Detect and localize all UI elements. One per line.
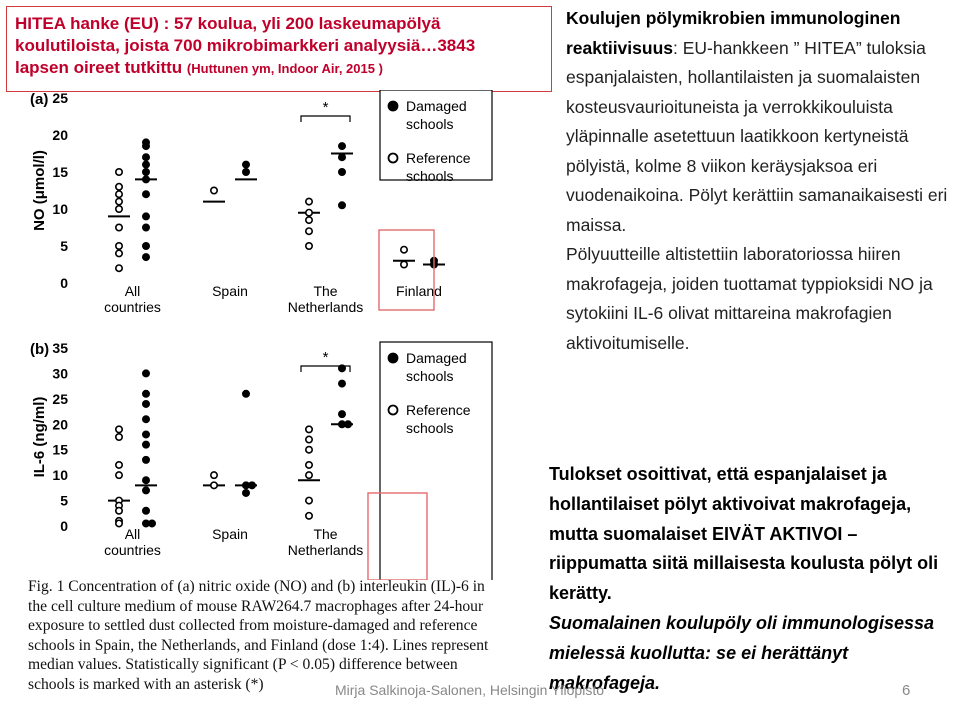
legend-label: Reference xyxy=(406,150,471,166)
damaged-school-point xyxy=(339,169,345,175)
damaged-school-point xyxy=(339,411,345,417)
legend-reference-marker xyxy=(389,154,398,163)
conclusion-p2: Suomalainen koulupöly oli immunologisessa mielessä kuollutta: se ei herättänyt makrofageja. xyxy=(549,612,935,693)
y-tick-label: 35 xyxy=(52,340,68,356)
damaged-school-point xyxy=(143,401,149,407)
reference-school-point xyxy=(116,224,122,230)
category-label: Netherlands xyxy=(287,542,364,558)
reference-school-point xyxy=(116,191,122,197)
category-label: All xyxy=(124,283,141,299)
panel-label: (b) xyxy=(30,341,50,358)
y-tick-label: 15 xyxy=(52,164,68,180)
y-tick-label: 30 xyxy=(52,365,68,382)
legend-damaged-marker xyxy=(389,102,398,111)
damaged-school-point xyxy=(243,161,249,167)
reference-school-point xyxy=(306,447,312,453)
significance-bracket xyxy=(301,116,350,122)
y-tick-label: 5 xyxy=(60,238,68,254)
damaged-school-point xyxy=(143,391,149,397)
damaged-school-point xyxy=(149,520,155,526)
reference-school-point xyxy=(116,462,122,468)
title-line-3 xyxy=(15,57,543,80)
category-label: Spain xyxy=(212,526,248,542)
y-tick-label: 20 xyxy=(52,416,68,433)
legend-reference-marker xyxy=(389,406,398,415)
study-heading-rest: : EU-hankkeen ” HITEA” tuloksia espanjalaisten, hollantilaisten ja suomalaisten kosteusvaurioituneista ja verrokkikouluista yläpinnalle asetettuun laatikkoon kertyneistä pölyistä, kolme 8 viikon keräysjaksoa eri vuodenaikoina. Pölyt kerättiin samanaikaisesti eri maissa. xyxy=(566,37,948,235)
y-tick-label: 10 xyxy=(52,201,68,217)
reference-school-point xyxy=(211,482,217,488)
y-tick-label: 0 xyxy=(60,275,68,291)
reference-school-point xyxy=(306,472,312,478)
damaged-school-point xyxy=(143,176,149,182)
reference-school-point xyxy=(306,198,312,204)
category-label: The xyxy=(313,283,338,299)
damaged-school-point xyxy=(339,202,345,208)
damaged-school-point xyxy=(143,370,149,376)
reference-school-point xyxy=(306,462,312,468)
study-method: Pölyuutteille altistettiin laboratoriossa hiiren makrofageja, joiden tuottamat typpioksidi NO ja sytokiini IL-6 olivat mittareina makrofagien aktivoitumiselle. xyxy=(566,244,933,353)
reference-school-point xyxy=(116,265,122,271)
category-label: Netherlands xyxy=(287,299,364,315)
study-description xyxy=(566,4,958,358)
study-heading-bold: Koulujen pölymikrobien immunologinen reaktiivisuus xyxy=(566,8,901,58)
reference-school-point xyxy=(306,436,312,442)
damaged-school-point xyxy=(339,143,345,149)
title-line-2: koulutiloista, joista 700 mikrobimarkkeri analyysiä…3843 xyxy=(15,36,476,55)
reference-school-point xyxy=(116,169,122,175)
damaged-school-point xyxy=(143,416,149,422)
category-label: countries xyxy=(104,299,161,315)
damaged-school-point xyxy=(143,224,149,230)
category-label: The xyxy=(313,526,338,542)
damaged-school-point xyxy=(143,254,149,260)
category-label: Spain xyxy=(212,283,248,299)
page-number: 6 xyxy=(902,682,911,699)
title-line-3-text: lapsen oireet tutkittu xyxy=(15,58,187,77)
damaged-school-point xyxy=(143,487,149,493)
damaged-school-point xyxy=(143,508,149,514)
reference-school-point xyxy=(211,472,217,478)
reference-school-point xyxy=(116,206,122,212)
figure-chart xyxy=(24,90,502,580)
legend-label: schools xyxy=(406,116,454,132)
y-tick-label: 5 xyxy=(60,492,68,509)
conclusion-text xyxy=(549,460,959,698)
category-label: Finland xyxy=(396,283,442,299)
legend-label: schools xyxy=(406,368,454,384)
reference-school-point xyxy=(306,217,312,223)
reference-school-point xyxy=(116,508,122,514)
reference-school-point xyxy=(116,434,122,440)
reference-school-point xyxy=(306,243,312,249)
y-axis-label: NO (μmol/l) xyxy=(31,150,48,231)
reference-school-point xyxy=(116,426,122,432)
damaged-school-point xyxy=(143,441,149,447)
reference-school-point xyxy=(116,243,122,249)
reference-school-point xyxy=(401,261,407,267)
reference-school-point xyxy=(306,210,312,216)
damaged-school-point xyxy=(339,380,345,386)
reference-school-point xyxy=(211,187,217,193)
reference-school-point xyxy=(116,184,122,190)
damaged-school-point xyxy=(143,431,149,437)
significance-marker: * xyxy=(322,349,329,366)
damaged-school-point xyxy=(143,161,149,167)
panel-label: (a) xyxy=(30,91,49,108)
legend-label: Damaged xyxy=(406,98,467,114)
footer-author: Mirja Salkinoja-Salonen, Helsingin Yliopisto xyxy=(335,682,604,698)
y-tick-label: 10 xyxy=(52,467,68,484)
reference-school-point xyxy=(116,250,122,256)
damaged-school-point xyxy=(243,490,249,496)
reference-school-point xyxy=(306,497,312,503)
y-tick-label: 25 xyxy=(52,390,68,407)
damaged-school-point xyxy=(243,391,249,397)
reference-school-point xyxy=(401,247,407,253)
category-label: All xyxy=(124,526,141,542)
y-tick-label: 15 xyxy=(52,441,68,458)
title-line-1: HITEA hanke (EU) : 57 koulua, yli 200 laskeumapölyä xyxy=(15,14,441,33)
damaged-school-point xyxy=(143,243,149,249)
title-citation: (Huttunen ym, Indoor Air, 2015 ) xyxy=(186,61,383,76)
figure-caption: Fig. 1 Concentration of (a) nitric oxide (NO) and (b) interleukin (IL)-6 in the cell culture medium of mouse RAW264.7 macrophages after 24-hour exposure to settled dust collected from moisture-damaged and reference schools in Spain, the Netherlands, and Finland (dose 1:4). Lines represent median values. Statistically significant (P < 0.05) difference between schools is marked with an asterisk (*) xyxy=(28,578,489,693)
legend-label: schools xyxy=(406,420,454,436)
conclusion-p1: Tulokset osoittivat, että espanjalaiset ja hollantilaiset pölyt aktivoivat makrofageja, mutta suomalaiset EIVÄT AKTIVOI – riippumatta siitä millaisesta koulusta pölyt oli kerätty. xyxy=(549,464,939,604)
damaged-school-point xyxy=(345,421,351,427)
significance-marker: * xyxy=(322,99,329,116)
legend-damaged-marker xyxy=(389,354,398,363)
damaged-school-point xyxy=(143,213,149,219)
reference-school-point xyxy=(306,228,312,234)
damaged-school-point xyxy=(143,477,149,483)
study-heading xyxy=(566,4,958,240)
legend-label: Damaged xyxy=(406,350,467,366)
category-label: countries xyxy=(104,542,161,558)
damaged-school-point xyxy=(243,169,249,175)
legend-label: Reference xyxy=(406,402,471,418)
y-axis-label: IL-6 (ng/ml) xyxy=(31,396,48,478)
y-tick-label: 25 xyxy=(52,90,68,106)
reference-school-point xyxy=(116,472,122,478)
damaged-school-point xyxy=(249,482,255,488)
reference-school-point xyxy=(306,513,312,519)
y-tick-label: 20 xyxy=(52,127,68,143)
y-tick-label: 0 xyxy=(60,518,68,534)
reference-school-point xyxy=(306,426,312,432)
damaged-school-point xyxy=(143,169,149,175)
damaged-school-point xyxy=(143,191,149,197)
damaged-school-point xyxy=(143,143,149,149)
slide-title-box xyxy=(6,6,552,92)
damaged-school-point xyxy=(143,457,149,463)
damaged-school-point xyxy=(339,154,345,160)
reference-school-point xyxy=(116,198,122,204)
damaged-school-point xyxy=(143,154,149,160)
reference-school-point xyxy=(116,520,122,526)
legend-label: schools xyxy=(406,168,454,184)
